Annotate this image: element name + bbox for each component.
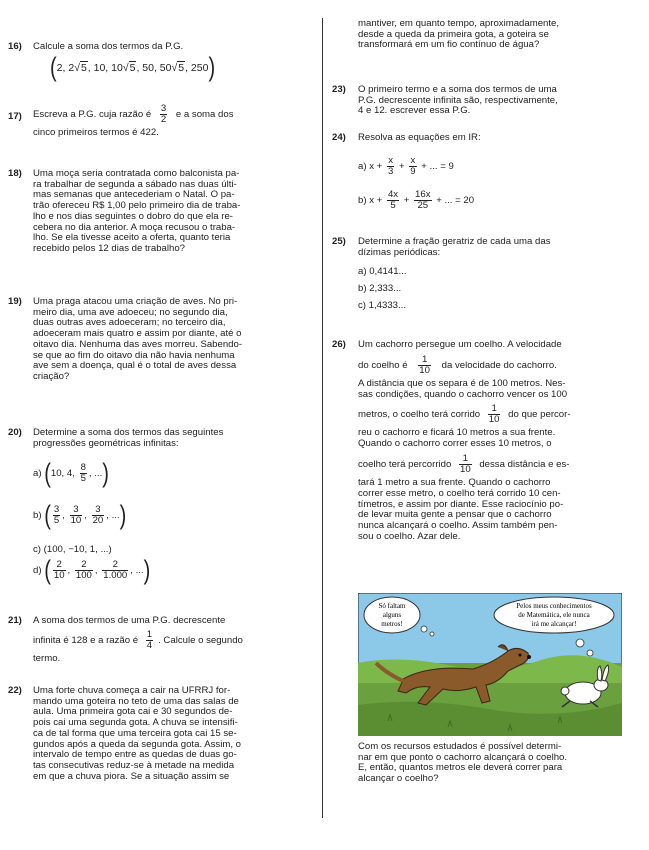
question-19 [8,297,318,383]
column-divider [322,18,323,818]
dog-bubble-line-2: alguns [382,611,402,619]
rabbit-bubble-line-2: de Matemática, ele nunca [518,611,590,619]
dog-rabbit-cartoon [358,593,622,736]
question-text: Uma forte chuva começa a cair na UFRRJ for- mando uma goteira no teto de uma das salas de aula. Uma primeira gota cai e 30 segundos de- pois cai uma segunda gota. A chuva se intensifi- ca de tal forma que uma terceira gota cai 15 se- gundos após a queda da segunda gota. Assim, o intervalo de tempo entre as quedas de duas go- tas consecutivas reduz-se à metade na medida em que a chuva piora. Se a situação assim se [33,685,242,782]
question-number: 25) [332,236,346,247]
question-23: 23) O primeiro termo e a soma dos termos de uma P.G. decrescente infinita são, respectivamente, 4 e 12. escrever essa P.G. [332,84,558,117]
question-number: 16) [8,41,22,52]
question-number: 21) [8,615,22,626]
question-number: 19) [8,296,22,307]
rabbit-bubble-line-3: irá me alcançar! [531,620,577,628]
question-21: 21) A soma dos termos de uma P.G. decrescente infinita é 128 e a razão é $\frac{1}{4}$ . Calcule o segundo termo. [8,615,243,664]
question-16 [8,41,318,83]
item-24b: b) x + $\frac{4x}{5}$ + $\frac{16x}{25}$ + ... = 20 [358,189,475,212]
question-22 [8,686,318,783]
question-text: Escreva a P.G. cuja razão é [33,109,152,121]
question-number: 24) [332,132,346,143]
question-number: 17) [8,111,22,122]
sequence: (2, 2√5, 10, 10√5, 50, 50√5, 250) [50,52,216,83]
question-number: 26) [332,339,346,350]
item-20b: b) ( $\frac{3}{5}$ , $\frac{3}{10}$ , $\frac{3}{20}$ , ...) [33,500,127,531]
item-20a: a) (10, 4, $\frac{8}{5}$ , ...) [33,458,109,489]
item-20c: c) (100, −10, 1, ...) [33,544,112,555]
question-18 [8,169,318,255]
question-number: 20) [8,427,22,438]
item-25b: b) 2,333... [358,283,402,294]
question-text: Uma moça seria contratada como balconista pa- ra trabalhar de segunda a sábado nas duas últi- mas semanas que antecederiam o Natal. O pa- trão ofereceu R$ 1,00 pelo primeiro dia de traba- lho e nos dias seguintes o dobro do que ela re- cebera no dia anterior. A moça recusou o traba- lho. Se ela tivesse aceito a oferta, quanto teria recebido pelos 12 dias de trabalho? [33,168,241,255]
question-24: 24) Resolva as equações em IR: [332,132,481,143]
question-20 [8,428,318,449]
item-20d: d) ( $\frac{2}{10}$ , $\frac{2}{100}$ , $\frac{2}{1.000}$ , ...) [33,555,151,586]
question-text: Calcule a soma dos termos da P.G. [33,41,184,52]
question-number: 23) [332,84,346,95]
item-25a: a) 0,4141... [358,266,407,277]
question-text: Determine a soma dos termos das seguintes progressões geométricas infinitas: [33,427,224,449]
question-text: Uma praga atacou uma criação de aves. No pri- meiro dia, uma ave adoeceu; no segundo dia, duas outras aves adoeceram; no terceiro dia, adoeceram mais quatro e assim por diante, até o oitavo dia. Nenhuma das aves morreu. Sabendo- se que ao fim do oitavo dia não havia nenhuma ave sem a doença, qual é o total de aves dessa criação? [33,296,243,383]
question-25: 25) Determine a fração geratriz de cada uma das dízimas periódicas: [332,236,551,258]
question-22-continued: mantiver, em quanto tempo, aproximadamente, desde a queda da primeira gota, a goteira se transformará em um fio contínuo de água? [358,18,560,51]
rabbit-bubble-line-1: Pelos meus conhecimentos [516,602,592,610]
item-25c: c) 1,4333... [358,300,406,311]
dog-bubble-line-1: Só faltam [378,602,406,610]
question-number: 18) [8,168,22,179]
question-17: 17) Escreva a P.G. cuja razão é $\frac{3}{2}$ e a soma dos cinco primeiros termos é 422. [8,103,234,139]
item-24a: a) x + $\frac{x}{3}$ + $\frac{x}{9}$ + ... = 9 [358,155,454,178]
dog-bubble-line-3: metros! [381,620,403,628]
question-26-final: Com os recursos estudados é possível determi- nar em que ponto o cachorro alcançará o coelho. E, então, quantos metros ele deverá correr para alcançar o coelho? [358,741,568,785]
question-26: 26) Um cachorro persegue um coelho. A velocidade do coelho é $\frac{1}{10}$ da velocidade do cachorro. A distância que os separa é de 100 metros. Nes- sas condições, quando o cachorro vencer os 100 metros, o coelho terá corrido $\frac{1}{10}$ do que percor- reu o cachorro e ficará 10 metros a sua frente. Quando o cachorro correr esses 10 metros, o coelho terá percorrido $\frac{1}{10}$ dessa distância e es- tará 1 metro a sua frente. Quando o cachorro correr esse metro, o coelho terá corrido 10 cen- tímetros, e assim por diante. Esse raciocínio po- de levar muita gente a pensar que o cachorro nunca alcançará o coelho. Assim também pen- sou o coelho. Azar dele. [332,339,571,542]
fraction: $\frac{3}{2}$ [160,103,167,126]
question-number: 22) [8,685,22,696]
